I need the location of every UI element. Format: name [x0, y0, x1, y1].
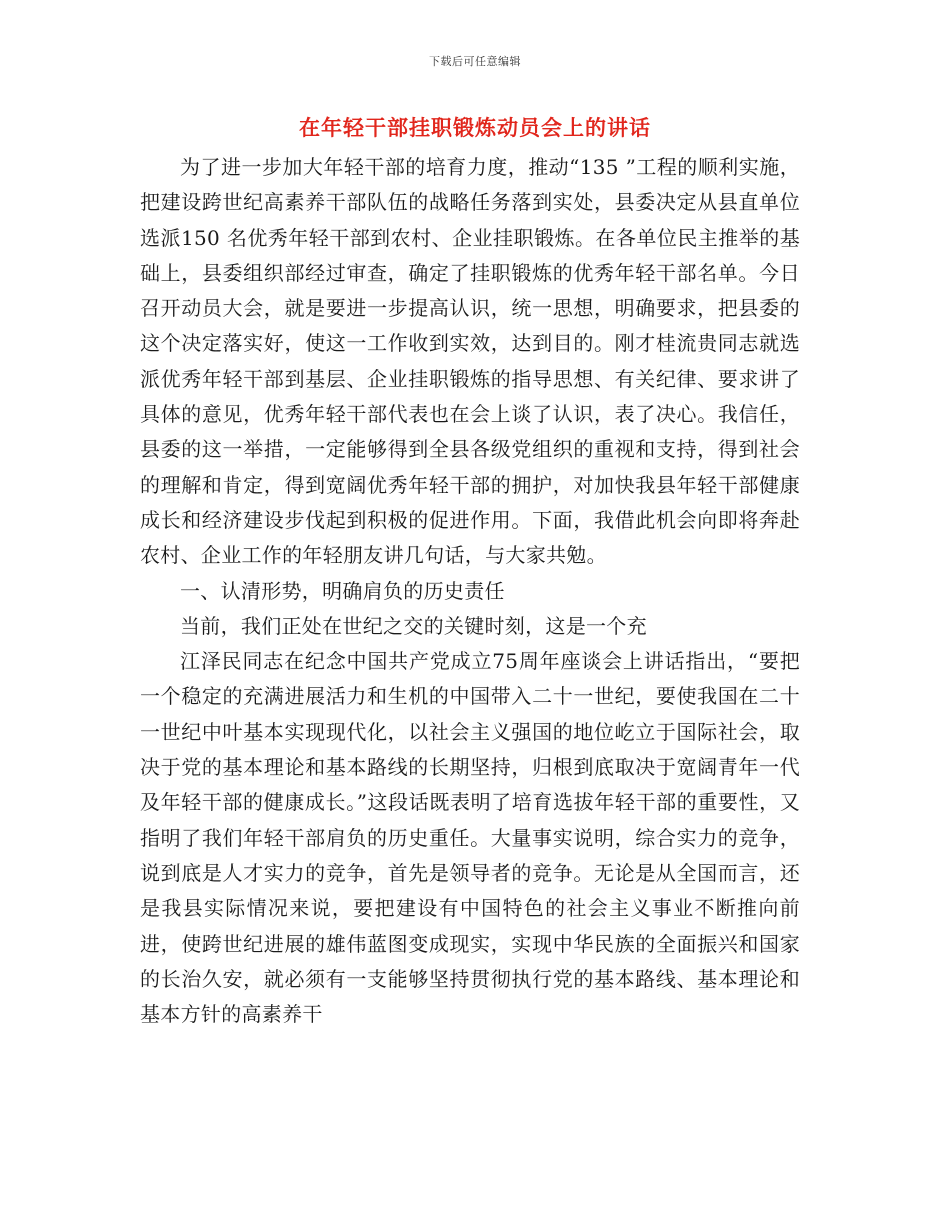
document-body	[140, 150, 800, 1032]
paragraph-current-situation: 当前，我们正处在世纪之交的关键时刻，这是一个充	[180, 613, 647, 638]
paragraph-jiang-quote: 江泽民同志在纪念中国共产党成立75周年座谈会上讲话指出，“要把一个稳定的充满进展活力和生机的中国带入二十一世纪，要使我国在二十一世纪中叶基本实现现代化，以社会主义强国的地位屹立于国际社会，取决于党的基本理论和基本路线的长期坚持，归根到底取决于宽阔青年一代及年轻干部的健康成长。”这段话既表明了培育选拔年轻干部的重要性，又指明了我们年轻干部肩负的历史重任。大量事实说明，综合实力的竞争，说到底是人才实力的竞争，首先是领导者的竞争。无论是从全国而言，还是我县实际情况来说，要把建设有中国特色的社会主义事业不断推向前进，使跨世纪进展的雄伟蓝图变成现实，实现中华民族的全面振兴和国家的长治久安，就必须有一支能够坚持贯彻执行党的基本路线、基本理论和基本方针的高素养干	[140, 649, 800, 1027]
page-header-note: 下载后可任意编辑	[429, 55, 521, 68]
document-title: 在年轻干部挂职锻炼动员会上的讲话	[299, 115, 651, 140]
paragraph-intro: 为了进一步加大年轻干部的培育力度，推动“135 ”工程的顺利实施，把建设跨世纪高素养干部队伍的战略任务落到实处，县委决定从县直单位选派150 名优秀年轻干部到农村、企业挂职锻炼。在各单位民主推举的基础上，县委组织部经过审查，确定了挂职锻炼的优秀年轻干部名单。今日召开动员大会，就是要进一步提高认识，统一思想，明确要求，把县委的这个决定落实好，使这一工作收到实效，达到目的。刚才桂流贵同志就选派优秀年轻干部到基层、企业挂职锻炼的指导思想、有关纪律、要求讲了具体的意见，优秀年轻干部代表也在会上谈了认识，表了决心。我信任，县委的这一举措，一定能够得到全县各级党组织的重视和支持，得到社会的理解和肯定，得到宽阔优秀年轻干部的拥护，对加快我县年轻干部健康成长和经济建设步伐起到积极的促进作用。下面，我借此机会向即将奔赴农村、企业工作的年轻朋友讲几句话，与大家共勉。	[140, 155, 800, 568]
section-heading-1: 一、认清形势，明确肩负的历史责任	[180, 578, 505, 603]
